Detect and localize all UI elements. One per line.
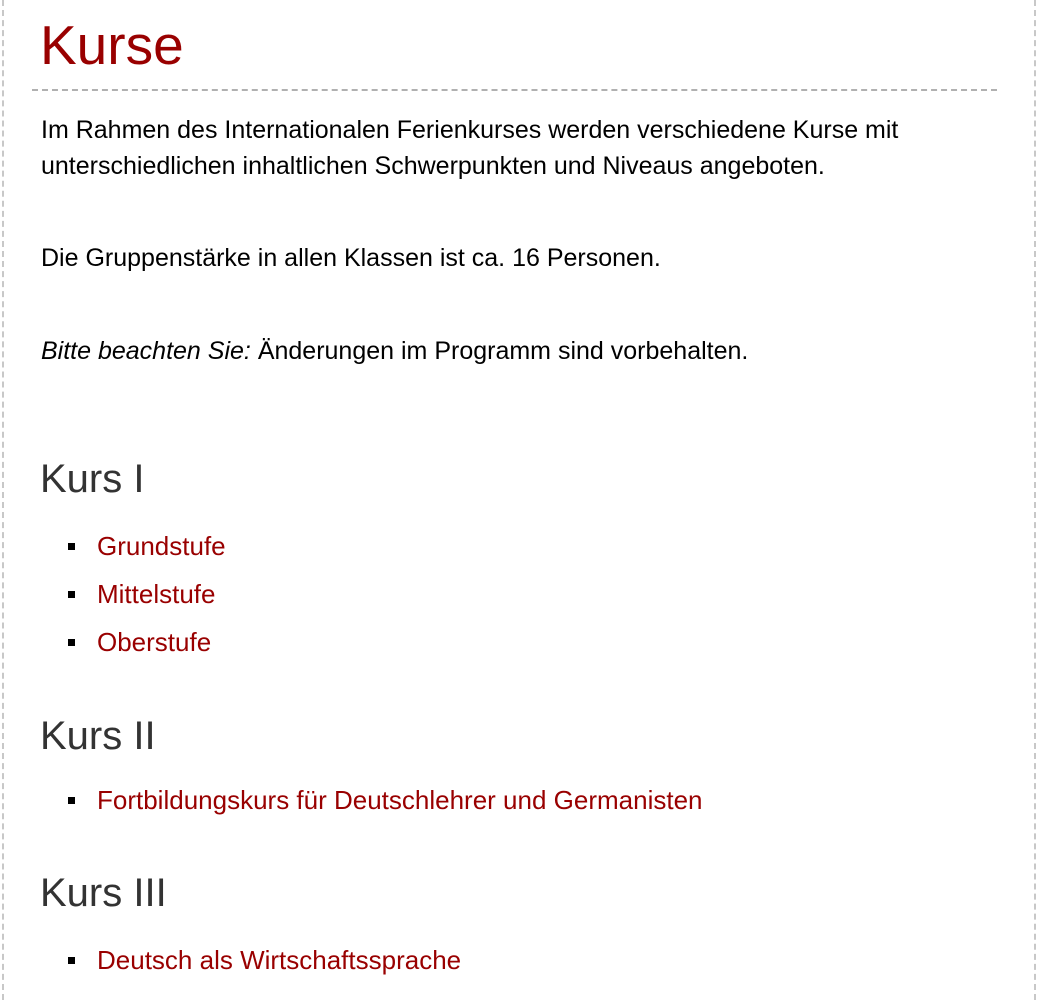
left-dashed-border [2,0,4,1000]
notice-paragraph [41,333,748,369]
square-bullet-icon [68,957,75,964]
square-bullet-icon [68,797,75,804]
right-dashed-border [1034,0,1036,1000]
course-link-oberstufe[interactable]: Oberstufe [97,627,212,657]
course-link-mittelstufe[interactable]: Mittelstufe [97,579,216,609]
intro-paragraph: Im Rahmen des Internationalen Ferienkurses werden verschiedene Kurse mit unterschiedlichen inhaltlichen Schwerpunkten und Niveaus angeboten. [41,116,899,180]
notice-text: Änderungen im Programm sind vorbehalten. [250,337,749,365]
section-heading-kurs-1: Kurs I [40,457,145,501]
section-heading-kurs-2: Kurs II [40,714,156,758]
notice-label: Bitte beachten Sie: [41,337,251,365]
course-link-fortbildungskurs[interactable]: Fortbildungskurs für Deutschlehrer und Germanisten [97,785,703,815]
section-heading-kurs-3: Kurs III [40,871,167,915]
title-divider [32,89,997,91]
group-size-paragraph: Die Gruppenstärke in allen Klassen ist ca. 16 Personen. [41,244,661,272]
course-link-wirtschaftssprache[interactable]: Deutsch als Wirtschaftssprache [97,945,462,975]
square-bullet-icon [68,591,75,598]
page-title: Kurse [40,14,184,76]
square-bullet-icon [68,543,75,550]
course-link-grundstufe[interactable]: Grundstufe [97,531,226,561]
square-bullet-icon [68,639,75,646]
